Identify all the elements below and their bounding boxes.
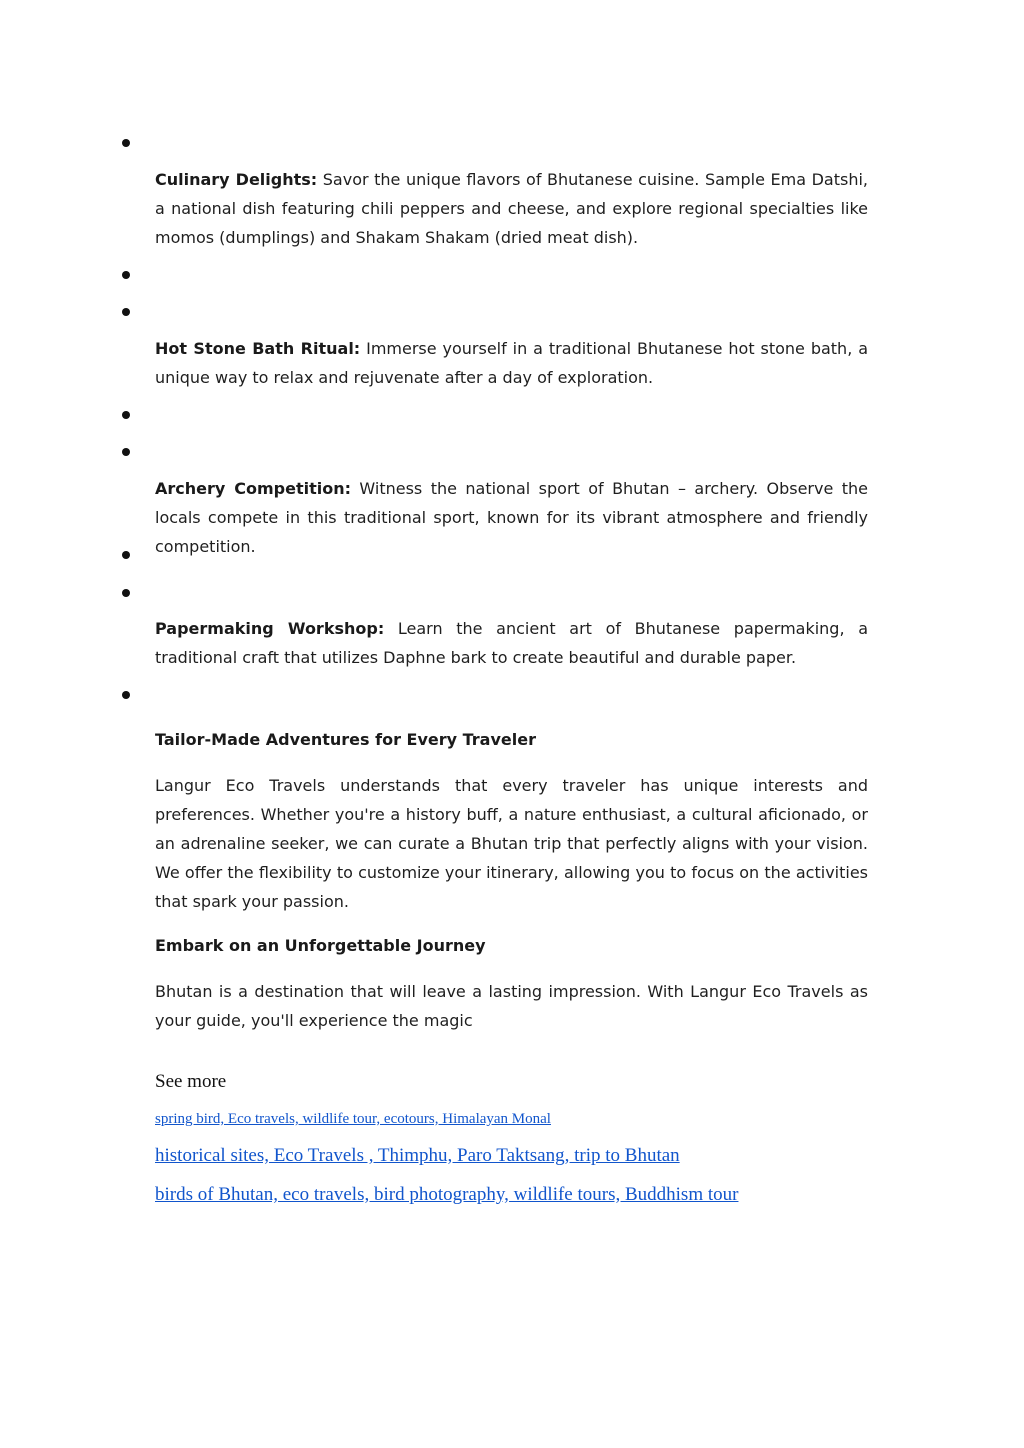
list-bullet (122, 589, 130, 597)
list-bullet (122, 139, 130, 147)
section-heading-embark: Embark on an Unforgettable Journey (155, 936, 486, 955)
section-heading-tailor-made: Tailor-Made Adventures for Every Traveler (155, 730, 536, 749)
list-bullet (122, 411, 130, 419)
list-item-text: Immerse yourself in a traditional Bhutanese hot stone bath, a unique way to relax and rejuvenate after a day of exploration. (155, 339, 869, 387)
list-item-title: Papermaking Workshop: (155, 619, 385, 638)
list-item-papermaking-workshop (155, 614, 868, 672)
related-link-historical-sites[interactable]: historical sites, Eco Travels , Thimphu, Paro Taktsang, trip to Bhutan (155, 1145, 680, 1166)
related-link-birds-of-bhutan[interactable]: birds of Bhutan, eco travels, bird photography, wildlife tours, Buddhism tour (155, 1184, 739, 1205)
list-bullet (122, 691, 130, 699)
list-item-hot-stone-bath (155, 334, 868, 392)
list-item-text: Learn the ancient art of Bhutanese papermaking, a traditional craft that utilizes Daphne bark to create beautiful and durable paper. (155, 619, 869, 667)
list-item-text: Witness the national sport of Bhutan – archery. Observe the locals compete in this traditional sport, known for its vibrant atmosphere and friendly competition. (155, 479, 869, 556)
section-body-embark: Bhutan is a destination that will leave a lasting impression. With Langur Eco Travels as your guide, you'll experience the magic (155, 982, 868, 1030)
list-bullet (122, 308, 130, 316)
list-item-text: Savor the unique flavors of Bhutanese cuisine. Sample Ema Datshi, a national dish featuring chili peppers and cheese, and explore regional specialties like momos (dumplings) and Shakam Shakam (dried meat dish). (155, 170, 868, 247)
list-item-archery-competition (155, 474, 868, 561)
list-item-title: Archery Competition: (155, 479, 351, 498)
list-item-title: Culinary Delights: (155, 170, 318, 189)
list-bullet (122, 551, 130, 559)
section-body-tailor-made: Langur Eco Travels understands that every traveler has unique interests and preferences. Whether you're a history buff, a nature enthusiast, a cultural aficionado, or an adrenaline seeker, we can curate a Bhutan trip that perfectly aligns with your vision. We offer the flexibility to customize your itinerary, allowing you to focus on the activities that spark your passion. (155, 776, 868, 911)
list-item-title: Hot Stone Bath Ritual: (155, 339, 361, 358)
related-link-spring-bird[interactable]: spring bird, Eco travels, wildlife tour, ecotours, Himalayan Monal (155, 1111, 551, 1127)
list-bullet (122, 271, 130, 279)
list-bullet (122, 448, 130, 456)
list-item-culinary-delights (155, 165, 868, 252)
see-more-label: See more (155, 1071, 227, 1092)
